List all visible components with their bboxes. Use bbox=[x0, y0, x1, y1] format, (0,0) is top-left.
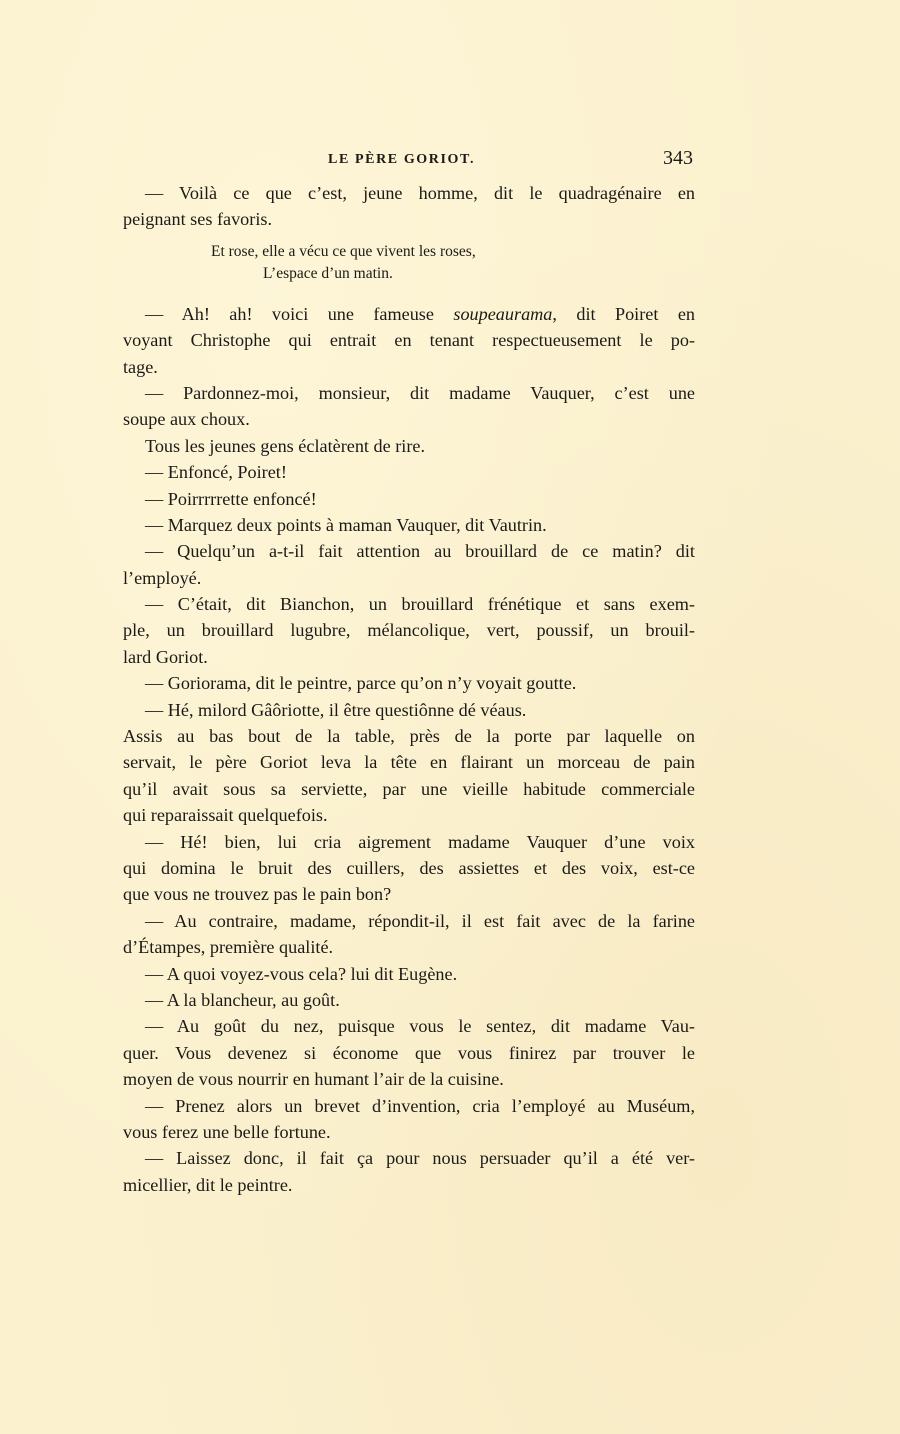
text-line: peignant ses favoris. bbox=[123, 209, 272, 230]
text-line: — C’était, dit Bianchon, un brouillard frénétique et sans exem- bbox=[145, 594, 695, 615]
text-line: Assis au bas bout de la table, près de la porte par laquelle on bbox=[123, 726, 695, 747]
text-line: — A quoi voyez-vous cela? lui dit Eugène. bbox=[145, 963, 458, 984]
text-line: — Pardonnez-moi, monsieur, dit madame Vauquer, c’est une bbox=[145, 382, 695, 403]
text-line: — Hé, milord Gâôriotte, il être questiônne dé véaus. bbox=[145, 699, 527, 720]
text-line: quer. Vous devenez si économe que vous finirez par trouver le bbox=[123, 1042, 695, 1063]
text-line: — A la blancheur, au goût. bbox=[145, 989, 340, 1010]
text-line: l’employé. bbox=[123, 567, 202, 588]
text-line: — Au contraire, madame, répondit-il, il est fait avec de la farine bbox=[145, 910, 695, 931]
text-line bbox=[123, 301, 695, 327]
verse-quotation bbox=[123, 241, 695, 285]
running-head bbox=[123, 147, 693, 173]
text-line: — Enfoncé, Poiret! bbox=[145, 462, 287, 483]
text-line: — Poirrrrrette enfoncé! bbox=[145, 488, 317, 509]
text-line: — Hé! bien, lui cria aigrement madame Vauquer d’une voix bbox=[145, 831, 695, 852]
text-line: moyen de vous nourrir en humant l’air de la cuisine. bbox=[123, 1069, 504, 1090]
text-line: ple, un brouillard lugubre, mélancolique, vert, poussif, un brouil- bbox=[123, 620, 695, 641]
text-line: — Goriorama, dit le peintre, parce qu’on n’y voyait goutte. bbox=[145, 673, 577, 694]
text-line: soupe aux choux. bbox=[123, 409, 250, 430]
text-line: qui domina le bruit des cuillers, des assiettes et des voix, est-ce bbox=[123, 857, 695, 878]
page-number: 343 bbox=[663, 147, 693, 169]
verse-line: Et rose, elle a vécu ce que vivent les roses, bbox=[211, 242, 476, 260]
text-line: — Voilà ce que c’est, jeune homme, dit le quadragénaire en bbox=[145, 183, 695, 203]
running-title: LE PÈRE GORIOT. bbox=[328, 152, 476, 167]
text-line: qu’il avait sous sa serviette, par une vieille habitude commerciale bbox=[123, 778, 695, 799]
text-line: — Au goût du nez, puisque vous le sentez, dit madame Vau- bbox=[145, 1016, 695, 1037]
text-line: d’Étampes, première qualité. bbox=[123, 937, 334, 958]
text-line: lard Goriot. bbox=[123, 646, 208, 667]
text-line: Tous les jeunes gens éclatèrent de rire. bbox=[145, 435, 426, 456]
text-line: — Prenez alors un brevet d’invention, cria l’employé au Muséum, bbox=[145, 1095, 695, 1116]
text-line: — Marquez deux points à maman Vauquer, dit Vautrin. bbox=[145, 514, 547, 535]
text-run: — Ah! ah! voici une fameuse bbox=[145, 303, 454, 324]
body-text bbox=[123, 180, 695, 1198]
verse-line: L’espace d’un matin. bbox=[263, 264, 393, 282]
text-run: , dit Poiret en bbox=[552, 303, 695, 324]
text-line: voyant Christophe qui entrait en tenant respectueusement le po- bbox=[123, 330, 695, 351]
text-line: servait, le père Goriot leva la tête en flairant un morceau de pain bbox=[123, 752, 695, 773]
text-line: micellier, dit le peintre. bbox=[123, 1174, 293, 1195]
text-line: — Quelqu’un a-t-il fait attention au brouillard de ce matin? dit bbox=[145, 541, 695, 562]
text-line: — Laissez donc, il fait ça pour nous persuader qu’il a été ver- bbox=[145, 1148, 695, 1169]
text-line: que vous ne trouvez pas le pain bon? bbox=[123, 884, 392, 905]
text-line: qui reparaissait quelquefois. bbox=[123, 805, 328, 826]
text-line: vous ferez une belle fortune. bbox=[123, 1121, 331, 1142]
text-line: tage. bbox=[123, 356, 158, 377]
italic-word: soupeaurama bbox=[453, 303, 553, 324]
